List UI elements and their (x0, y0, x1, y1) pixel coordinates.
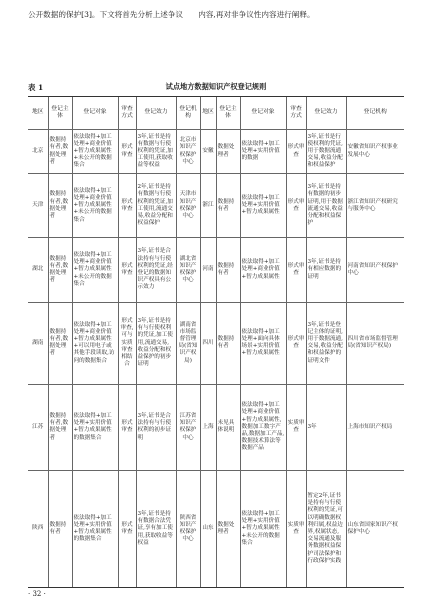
cell-region: 河南 (200, 238, 216, 302)
cell-region: 湖南 (28, 302, 48, 384)
cell-effect: 3年,证书是持有与行使权利的凭证,加工使用,流通交易,收益分配和权益保护的初步证明 (136, 302, 176, 384)
cell-object: 依法取得+加工处理+商业价值+智力成果属性+未公开的数据集合 (72, 174, 118, 238)
cell-effect: 3年,证书是行使权利的凭证,用于数据流通交易,收益分配和权益保护 (306, 130, 346, 174)
cell-review: 形式审查 (118, 471, 136, 587)
cell-review: 形式审查 (118, 174, 136, 238)
header-subject-2: 登记主体 (216, 97, 240, 130)
cell-review: 形式审查 (118, 130, 136, 174)
header-object: 登记对象 (72, 97, 118, 130)
cell-region: 四川 (200, 302, 216, 384)
cell-review: 形式审查 (286, 238, 306, 302)
cell-agency: 四川省市场监督管理局(省知识产权局) (346, 302, 404, 384)
cell-region: 湖北 (28, 238, 48, 302)
cell-object: 依法取得+加工处理+实用价值+智力成果属性的数据集合 (72, 471, 118, 587)
cell-review: 形式审查 (118, 384, 136, 470)
cell-agency: 浙江省知识产权研究与服务中心 (346, 174, 404, 238)
intro-text: 公开数据的保护[3]。下文将首先分析上述争议 内容,再对非争议性内容进行阐释。 (28, 10, 315, 19)
cell-region: 陕西 (28, 471, 48, 587)
cell-effect: 3年 (306, 384, 346, 470)
cell-effect: 3年,证书是合法持有与行使权利的初步证明 (136, 384, 176, 470)
cell-agency: 北京市知识产权保护中心 (176, 130, 200, 174)
cell-effect: 3年,证书是持有数据与行使权利的凭证,加工使用,获取收益等权益 (136, 130, 176, 174)
header-effect: 登记效力 (136, 97, 176, 130)
cell-object: 依法取得+加工处理+实用价值的数据 (240, 130, 286, 174)
table-row (28, 174, 404, 238)
cell-effect: 3年,证书是持有数据合法凭证,享有加工使用,获取收益等权益 (136, 471, 176, 587)
cell-agency: 陕西省知识产权保护中心 (176, 471, 200, 587)
cell-subject: 数据处理者 (216, 471, 240, 587)
cell-subject: 数据处理者 (216, 130, 240, 174)
cell-object: 依法取得+加工处理+商业价值+智力成果属性 (240, 238, 286, 302)
cell-subject: 数据持有者,数据处理者 (48, 302, 72, 384)
header-agency: 登记机构 (176, 97, 200, 130)
cell-review: 形式审查 (286, 130, 306, 174)
cell-effect: 暂定2年,证书是持有与行使权利的凭证,可以明确数据权利归属,权益边界,权属状态,交易流通及服务数据权益保护司法保护和行政保护实践 (306, 471, 346, 587)
cell-object: 依法取得+加工处理+商业价值+智力成果属性+未公开的数据集合 (72, 238, 118, 302)
header-row (28, 97, 404, 130)
cell-effect: 3年,证书是持有数据的初步证明,用于数据流通交易,收益分配和权益保护 (306, 174, 346, 238)
table-title: 试点地方数据知识产权登记规则 (165, 82, 267, 91)
cell-subject: 数据持有者,数据处理者 (48, 130, 72, 174)
cell-region: 上海 (200, 384, 216, 470)
cell-subject: 数据持有者,数据处理者 (48, 174, 72, 238)
table-row (28, 130, 404, 174)
cell-agency: 上海市知识产权局 (346, 384, 404, 470)
cell-review: 形式审查 (286, 174, 306, 238)
table-label: 表 1 (28, 83, 44, 92)
cell-subject: 数据持有者 (216, 238, 240, 302)
cell-region: 浙江 (200, 174, 216, 238)
cell-object: 依法取得+加工处理+商业价值+智力成果属性,数据加工数字产品,数据加工产品,数据技术算法等数据产品 (240, 384, 286, 470)
cell-object: 依法取得+加工处理+商业价值+智力成果属性+未公开的数据集合 (72, 130, 118, 174)
table-row (28, 302, 404, 384)
cell-subject: 数据持有者 (48, 471, 72, 587)
cell-subject: 数据持有者,数据处理者 (48, 238, 72, 302)
cell-agency: 天津市知识产权保护中心 (176, 174, 200, 238)
cell-region: 北京 (28, 130, 48, 174)
cell-review: 形式审查 (286, 302, 306, 384)
cell-object: 依法取得+加工处理+商业价值+智力成果属性+可以用电子或其他手段读取,访问的数据集合 (72, 302, 118, 384)
cell-region: 天津 (28, 174, 48, 238)
cell-object: 依法取得+加工处理+面向具体场景+实用价值+智力成果属性 (240, 302, 286, 384)
cell-agency: 安徽省知识产权事业发展中心 (346, 130, 404, 174)
cell-subject: 数据持有者,数据处理者 (48, 384, 72, 470)
registration-rules-table (28, 97, 404, 587)
header-review-2: 审查方式 (286, 97, 306, 130)
cell-review: 形式审查,可与实质审查相结合 (118, 302, 136, 384)
table-caption (28, 82, 404, 94)
table-bottom-rule (28, 587, 404, 588)
cell-object: 依法取得+加工处理+实用价值+智力成果属性+未公开的数据集合 (240, 471, 286, 587)
cell-agency: 湖北省知识产权保护中心 (176, 238, 200, 302)
cell-region: 江苏 (28, 384, 48, 470)
cell-effect: 3年,证书是持有相应数据的证明 (306, 238, 346, 302)
cell-object: 依法取得+加工处理+实用价值+智力成果属性的数据集合 (72, 384, 118, 470)
header-agency-2: 登记机构 (346, 97, 404, 130)
header-object-2: 登记对象 (240, 97, 286, 130)
cell-review: 形式审查 (118, 238, 136, 302)
cell-agency: 河南省知识产权保护中心 (346, 238, 404, 302)
table-row (28, 238, 404, 302)
cell-region: 安徽 (200, 130, 216, 174)
header-review: 审查方式 (118, 97, 136, 130)
table-row (28, 471, 404, 587)
header-region: 地区 (28, 97, 48, 130)
cell-effect: 3年,证书是合法持有与行使权利的凭证,经登记的数据知识产权具有公示效力 (136, 238, 176, 302)
cell-review: 实质审查 (286, 471, 306, 587)
table-row (28, 384, 404, 470)
cell-region: 山东 (200, 471, 216, 587)
cell-effect: 2年,证书是持有数据与行使权利的凭证,加工使用,流通交易,收益分配和权益保护 (136, 174, 176, 238)
header-subject: 登记主体 (48, 97, 72, 130)
cell-subject: 数据持有者 (216, 302, 240, 384)
cell-subject: 未见具体说明 (216, 384, 240, 470)
header-effect-2: 登记效力 (306, 97, 346, 130)
header-region-2: 地区 (200, 97, 216, 130)
cell-effect: 3年,证书是登记主体的证明,用于数据流通,交易,收益分配和权益保护的证明文件 (306, 302, 346, 384)
cell-subject: 数据持有者 (216, 174, 240, 238)
cell-agency: 湖南省市场监督管理局(省知识产权局) (176, 302, 200, 384)
cell-review: 实质审查 (286, 384, 306, 470)
cell-agency: 山东省国家知识产权保护中心 (346, 471, 404, 587)
page-number: · 32 · (28, 590, 46, 598)
cell-agency: 江苏省知识产权保护中心 (176, 384, 200, 470)
cell-object: 依法取得+加工处理+实用价值+智力成果属性 (240, 174, 286, 238)
